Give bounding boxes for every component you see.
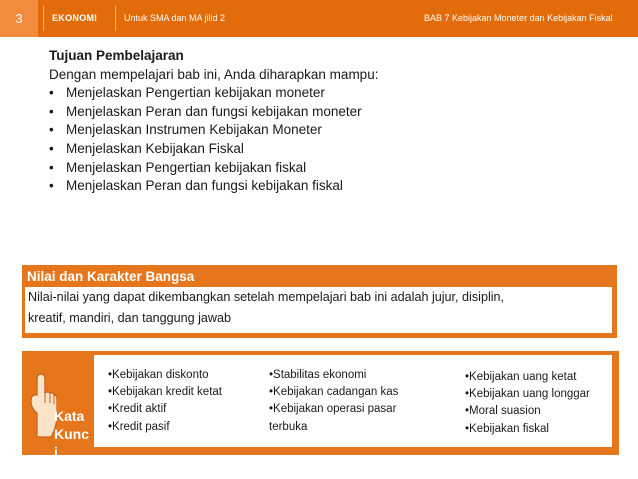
keyword-item: •Kebijakan uang longgar xyxy=(465,388,590,401)
keyword-item: •Kredit aktif xyxy=(108,403,167,416)
bullet-mark: • xyxy=(49,85,54,101)
book-title: Untuk SMA dan MA jilid 2 xyxy=(124,13,226,23)
values-text-line: kreatif, mandiri, dan tanggung jawab xyxy=(28,311,232,325)
keyword-item: •Stabilitas ekonomi xyxy=(269,369,367,381)
keyword-item: •Kebijakan cadangan kas xyxy=(269,386,399,399)
values-title: Nilai dan Karakter Bangsa xyxy=(27,269,195,284)
objectives-intro: Dengan mempelajari bab ini, Anda diharapkan mampu: xyxy=(49,66,379,82)
page-header xyxy=(0,0,638,37)
values-text-box xyxy=(25,287,612,333)
objective-text: Menjelaskan Kebijakan Fiskal xyxy=(66,140,244,156)
bullet-mark: • xyxy=(49,159,54,175)
objective-item xyxy=(49,121,378,140)
keyword-item: •Kebijakan fiskal xyxy=(465,422,549,435)
objective-item xyxy=(49,103,378,122)
keywords-column-2 xyxy=(269,367,419,436)
objective-text: Menjelaskan Pengertian kebijakan fiskal xyxy=(66,159,307,175)
keywords-label-line: i xyxy=(54,444,58,460)
keyword-item: •Moral suasion xyxy=(465,405,541,418)
objectives-title: Tujuan Pembelajaran xyxy=(49,48,184,63)
keyword-item: •Kebijakan kredit ketat xyxy=(108,386,222,399)
keyword-item: •Kredit pasif xyxy=(108,420,170,433)
values-panel xyxy=(22,265,617,338)
keywords-label-line: Kata xyxy=(54,408,85,424)
keywords-label xyxy=(54,407,94,461)
keyword-item: •Kebijakan operasi pasar terbuka xyxy=(269,403,397,433)
objective-item xyxy=(49,177,378,196)
keywords-column-1 xyxy=(108,367,222,436)
header-divider xyxy=(115,6,116,31)
chapter-title: BAB 7 Kebijakan Moneter dan Kebijakan Fiskal xyxy=(424,13,613,23)
keyword-item: •Kebijakan uang ketat xyxy=(465,371,577,383)
objective-text: Menjelaskan Peran dan fungsi kebijakan fiskal xyxy=(66,178,343,194)
keyword-item: •Kebijakan diskonto xyxy=(108,369,209,381)
bullet-mark: • xyxy=(49,103,54,119)
bullet-mark: • xyxy=(49,140,54,156)
bullet-mark: • xyxy=(49,178,54,194)
learning-objectives xyxy=(49,47,378,196)
header-divider xyxy=(43,6,44,31)
pointing-hand-icon xyxy=(27,373,57,441)
objective-item xyxy=(49,159,378,178)
keywords-label-line: Kunc xyxy=(54,426,89,442)
bullet-mark: • xyxy=(49,122,54,138)
subject-label: EKONOMI xyxy=(52,13,98,23)
keywords-column-3 xyxy=(465,369,590,438)
objective-item xyxy=(49,84,378,103)
objectives-list xyxy=(49,84,378,196)
objective-item xyxy=(49,140,378,159)
objective-text: Menjelaskan Instrumen Kebijakan Moneter xyxy=(66,122,322,138)
objective-text: Menjelaskan Peran dan fungsi kebijakan moneter xyxy=(66,103,362,119)
keywords-box xyxy=(94,355,612,447)
values-text-line: Nilai-nilai yang dapat dikembangkan setelah mempelajari bab ini adalah jujur, disiplin, xyxy=(28,290,505,304)
keywords-panel xyxy=(22,351,619,460)
page-number: 3 xyxy=(0,0,38,37)
objective-text: Menjelaskan Pengertian kebijakan moneter xyxy=(66,85,325,101)
